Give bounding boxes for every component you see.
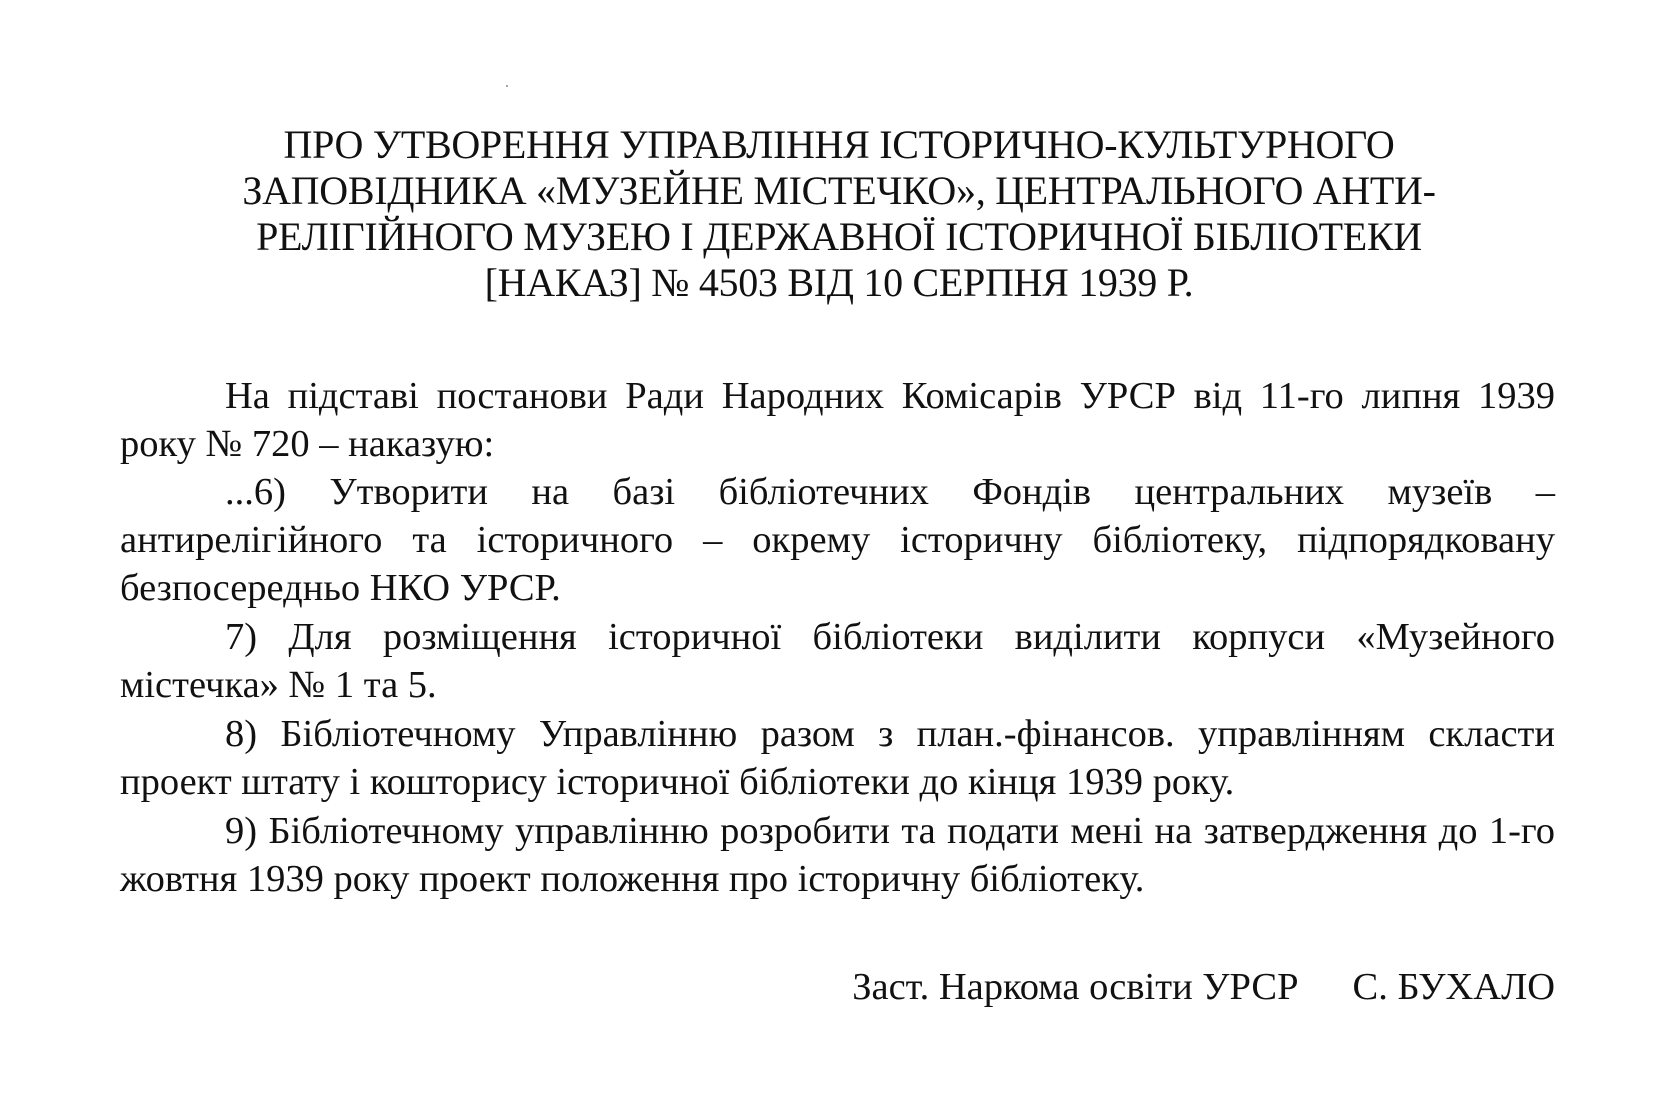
title-line: ПРО УТВОРЕННЯ УПРАВЛІННЯ ІСТОРИЧНО-КУЛЬТУРНОГО — [283, 122, 1395, 167]
paragraph-item-9: 9) Бібліотечному управлінню розробити та подати мені на затвердження до 1-го жовтня 1939 року проект положення про історичну бібліотеку. — [120, 810, 1555, 900]
paragraph-item-7: 7) Для розміщення історичної бібліотеки виділити корпуси «Музейного містечка» № 1 та 5. — [120, 616, 1555, 706]
signatory-position: Заст. Наркома освіти УРСР — [852, 966, 1299, 1008]
document-title — [120, 122, 1558, 306]
title-line: [НАКАЗ] № 4503 ВІД 10 СЕРПНЯ 1939 Р. — [484, 260, 1194, 305]
title-line: ЗАПОВІДНИКА «МУЗЕЙНЕ МІСТЕЧКО», ЦЕНТРАЛЬНОГО АНТИ- — [242, 168, 1436, 213]
paragraph-preamble: На підставі постанови Ради Народних Комісарів УРСР від 11-го липня 1939 року № 720 – наказую: — [120, 375, 1555, 465]
paragraph-item-8: 8) Бібліотечному Управлінню разом з план.-фінансов. управлінням скласти проект штату і кошторису історичної бібліотеки до кінця 1939 року. — [120, 713, 1555, 803]
title-line: РЕЛІГІЙНОГО МУЗЕЮ І ДЕРЖАВНОЇ ІСТОРИЧНОЇ БІБЛІОТЕКИ — [256, 214, 1422, 259]
document-body — [120, 372, 1555, 903]
paragraph-item-6: ...6) Утворити на базі бібліотечних Фондів центральних музеїв – антирелігійного та історичного – окрему історичну бібліотеку, підпорядковану безпосередньо НКО УРСР. — [120, 471, 1555, 609]
signatory-name: С. БУХАЛО — [1352, 966, 1555, 1008]
signature-block — [852, 963, 1555, 1011]
scan-speck — [506, 85, 508, 87]
